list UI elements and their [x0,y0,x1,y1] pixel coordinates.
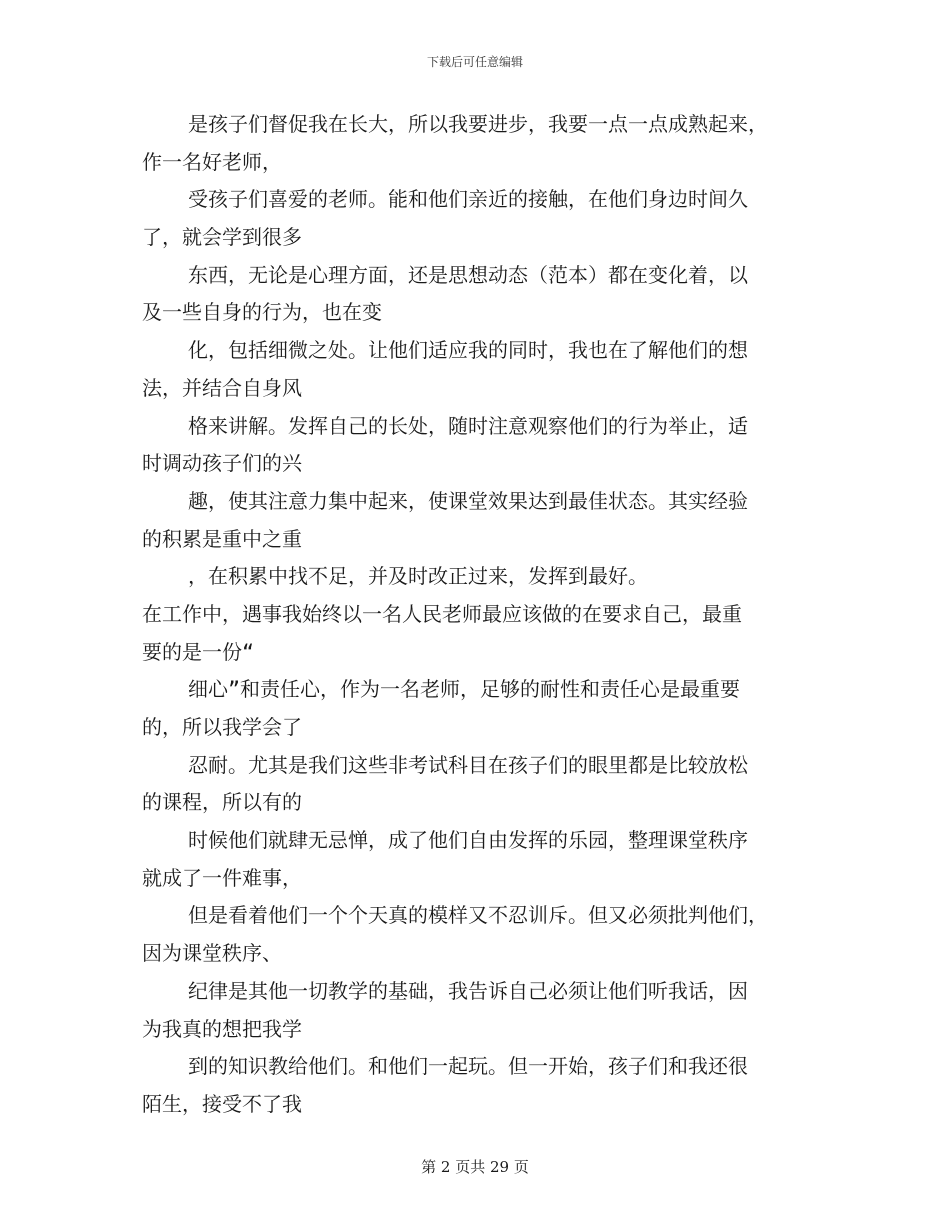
text-line: 东西，无论是心理方面，还是思想动态（范本）都在变化着，以 [188,262,748,287]
text-line: 受孩子们喜爱的老师。能和他们亲近的接触，在他们身边时间久 [188,187,748,212]
text-line: 及一些自身的行为，也在变 [142,300,382,325]
text-line: 格来讲解。发挥自己的长处，随时注意观察他们的行为举止，适 [188,413,748,438]
text-line: 就成了一件难事， [142,865,302,890]
text-line: 时候他们就肆无忌惮，成了他们自由发挥的乐园，整理课堂秩序 [188,828,748,853]
text-line: 了，就会学到很多 [142,225,302,250]
text-line: 时调动孩子们的兴 [142,451,302,476]
text-line: 的课程，所以有的 [142,790,302,815]
text-line: ，在积累中找不足，并及时改正过来，发挥到最好。 [188,564,648,589]
text-line: 在工作中，遇事我始终以一名人民老师最应该做的在要求自己，最重 [142,601,742,626]
text-line: 趣，使其注意力集中起来，使课堂效果达到最佳状态。其实经验 [188,488,748,513]
text-line: 忍耐。尤其是我们这些非考试科目在孩子们的眼里都是比较放松 [188,752,748,777]
text-line: 陌生，接受不了我 [142,1091,302,1116]
text-line: 是孩子们督促我在长大，所以我要进步，我要一点一点成熟起来， [188,112,768,136]
text-line: 细心”和责任心，作为一名老师，足够的耐性和责任心是最重要 [188,677,741,702]
text-line: 化，包括细微之处。让他们适应我的同时，我也在了解他们的想 [188,338,748,363]
text-line: 为我真的想把我学 [142,1016,302,1041]
page-header: 下载后可任意编辑 [426,55,523,69]
text-line: 纪律是其他一切教学的基础，我告诉自己必须让他们听我话，因 [188,978,748,1003]
text-line: 但是看着他们一个个天真的模样又不忍训斥。但又必须批判他们， [188,903,768,928]
text-line: 法，并结合自身风 [142,375,302,400]
text-line: 要的是一份“ [142,639,255,664]
text-line: 的，所以我学会了 [142,715,302,739]
document-body [142,106,812,1124]
text-line: 因为课堂秩序、 [142,941,282,966]
page-number-footer: 第 2 页共 29 页 [421,1158,529,1176]
text-line: 到的知识教给他们。和他们一起玩。但一开始，孩子们和我还很 [188,1054,748,1079]
text-line: 作一名好老师， [142,149,282,174]
text-line: 的积累是重中之重 [142,526,302,551]
